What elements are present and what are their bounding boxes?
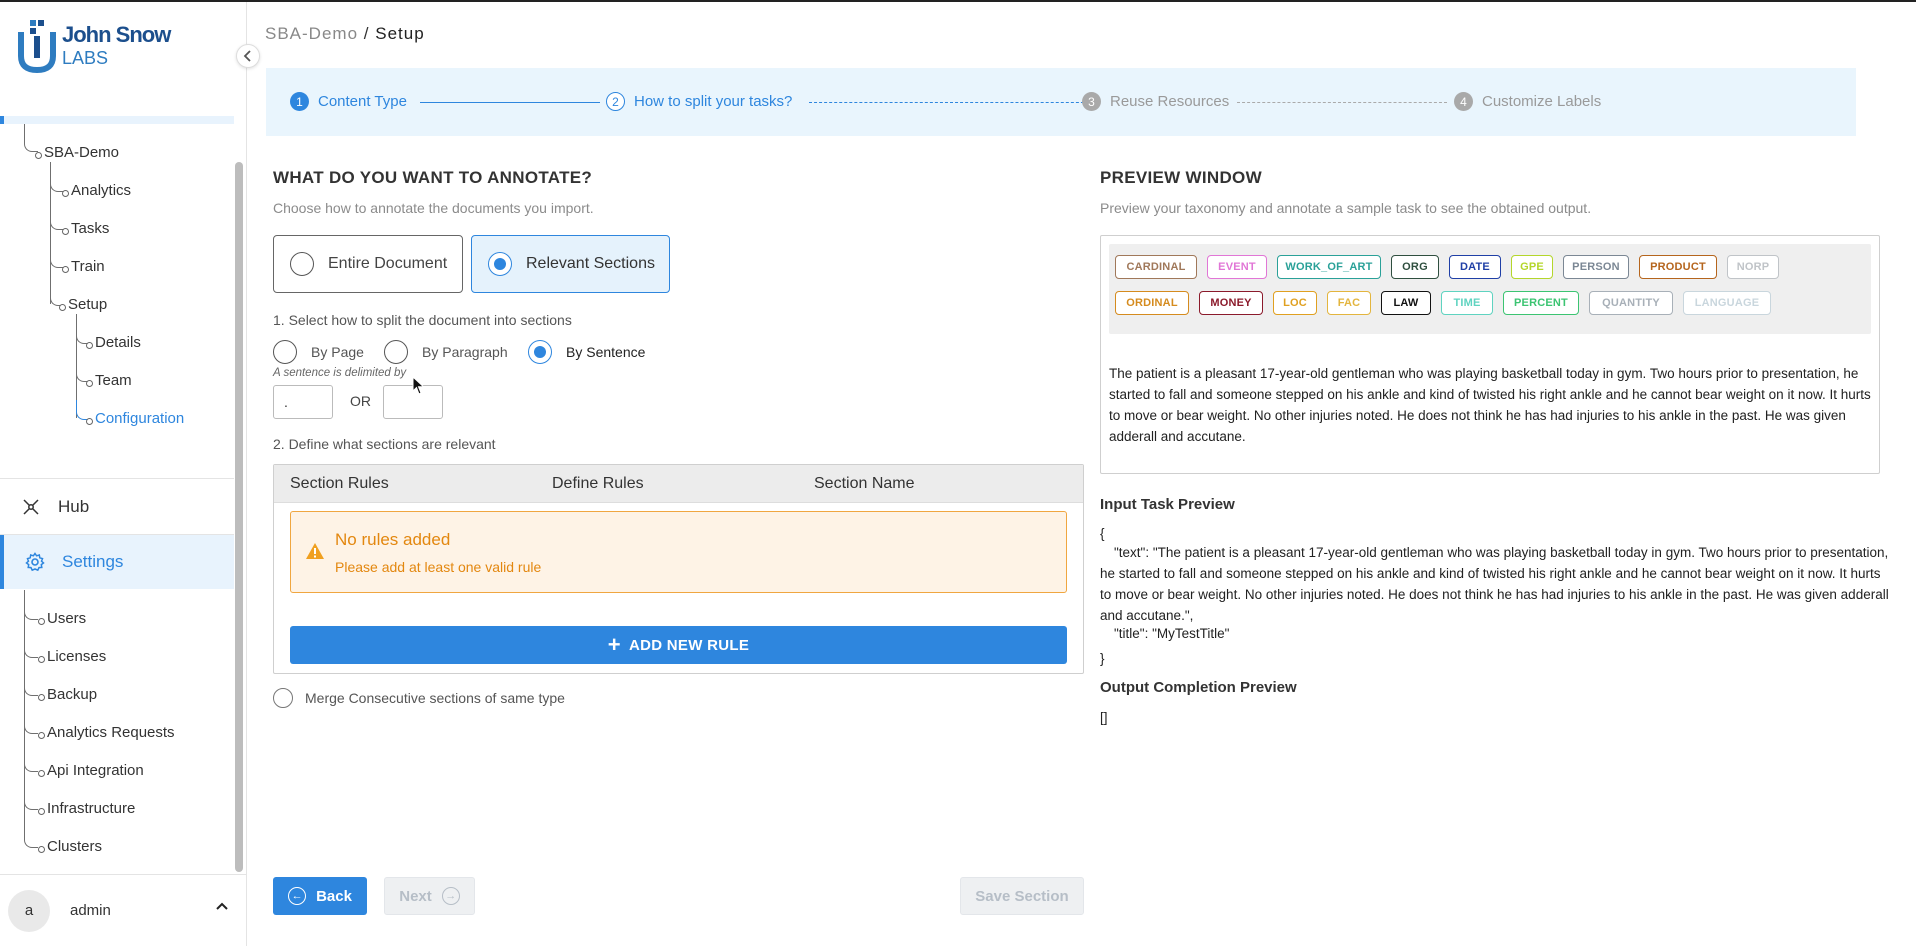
no-rules-warning [290,511,1067,593]
next-label: Next [399,887,432,905]
label-tag[interactable]: MONEY [1199,291,1263,315]
tree-elbow [24,132,38,152]
tree-elbow [24,600,38,620]
label-tag[interactable]: PRODUCT [1639,255,1717,279]
add-rule-label: ADD NEW RULE [628,636,750,654]
label-tag[interactable]: TIME [1441,291,1493,315]
label-tag[interactable]: QUANTITY [1589,291,1673,315]
chevron-up-icon[interactable] [215,901,229,911]
preview-window [1100,235,1880,474]
sidebar-item-backup[interactable]: Backup [47,686,98,703]
tree-elbow [24,790,38,810]
user-name: admin [70,902,111,919]
json-open-brace: { [1100,526,1105,541]
sidebar-item-users[interactable]: Users [47,610,87,627]
save-section-button[interactable] [960,877,1084,915]
preview-title: PREVIEW WINDOW [1100,168,1262,187]
john-snow-labs-logo-icon [18,18,56,74]
step-number: 1 [290,92,309,111]
step-number: 2 [606,92,625,111]
label-tag[interactable]: EVENT [1207,255,1267,279]
sidebar-item-details[interactable]: Details [95,334,141,351]
logo-title: John Snow [62,22,171,47]
hub-icon [20,498,42,516]
nav-settings[interactable] [0,535,234,589]
label-tag[interactable]: DATE [1449,255,1501,279]
arrow-right-icon: → [442,887,460,905]
radio-button[interactable] [488,252,512,276]
back-label: Back [316,887,352,905]
add-new-rule-button[interactable] [290,626,1067,664]
step-customize-labels[interactable] [1454,92,1601,111]
split-label: 1. Select how to split the document into sections [273,312,572,328]
relevant-sections-option[interactable] [471,235,670,293]
split-by-sentence[interactable] [528,340,645,364]
warning-icon [305,542,325,560]
sidebar-item-api-integration[interactable]: Api Integration [47,762,144,779]
label-tag[interactable]: LOC [1273,291,1317,315]
sidebar-scrollbar[interactable] [235,162,243,872]
project-nav-indicator [0,116,234,124]
divider [0,478,234,479]
column-header: Section Rules [290,475,389,492]
delimiter-input-1[interactable] [273,385,333,419]
tree-elbow [24,714,38,734]
json-title-field: "title": "MyTestTitle" [1114,626,1230,641]
label-tag[interactable]: FAC [1327,291,1371,315]
breadcrumb-page: Setup [375,24,425,43]
arrow-left-icon: ← [288,887,306,905]
option-label: By Sentence [566,344,646,360]
output-completion-preview-title: Output Completion Preview [1100,679,1297,696]
gear-icon [24,552,46,572]
warning-message: Please add at least one valid rule [335,559,542,575]
user-menu[interactable] [0,874,247,946]
json-close-brace: } [1100,651,1105,666]
nav-settings-label: Settings [62,552,124,571]
delimiter-note: A sentence is delimited by [273,367,407,379]
label-tag[interactable]: ORG [1391,255,1439,279]
plus-icon: + [607,632,621,657]
split-by-page[interactable] [273,340,364,364]
label-tag[interactable]: PERSON [1563,255,1629,279]
option-label: By Page [311,344,364,360]
sidebar-item-analytics[interactable]: Analytics [71,182,132,199]
step-number: 4 [1454,92,1473,111]
sidebar-item-team[interactable]: Team [95,372,132,389]
sidebar-item-setup[interactable]: Setup [68,296,108,313]
step-connector [420,102,600,103]
radio-button[interactable] [273,688,293,708]
sidebar-item-clusters[interactable]: Clusters [47,838,103,855]
step-label: Content Type [318,93,407,110]
annotate-subtitle: Choose how to annotate the documents you import. [273,200,594,216]
radio-button[interactable] [528,340,552,364]
label-tag[interactable]: GPE [1511,255,1553,279]
tree-elbow [76,362,90,382]
column-header: Define Rules [552,475,644,492]
option-label: Merge Consecutive sections of same type [305,690,565,706]
delimiter-or: OR [350,393,371,409]
radio-button[interactable] [384,340,408,364]
section-rules-table [273,464,1084,674]
label-tag[interactable]: CARDINAL [1115,255,1197,279]
mouse-cursor-icon [412,376,426,396]
logo[interactable] [18,18,188,74]
label-tag[interactable]: ORDINAL [1115,291,1189,315]
sidebar-item-configuration[interactable]: Configuration [95,410,185,427]
chevron-left-icon [243,50,253,62]
tree-item-project[interactable]: SBA-Demo [44,144,120,161]
breadcrumb-project[interactable]: SBA-Demo [265,24,359,43]
tree-elbow [50,210,64,230]
nav-hub-label: Hub [58,497,90,516]
option-label: By Paragraph [422,344,508,360]
step-label: How to split your tasks? [634,93,793,110]
column-header: Section Name [814,475,915,492]
tree-elbow [76,324,90,344]
wizard-stepper [266,68,1856,136]
entire-document-option[interactable] [273,235,463,293]
breadcrumb [265,24,425,44]
tree-elbow [24,752,38,772]
merge-consecutive-option[interactable] [273,688,565,708]
step-reuse-resources[interactable] [1082,92,1229,111]
label-tag[interactable]: LAW [1381,291,1431,315]
json-text-value: "text": "The patient is a pleasant 17-year-old gentleman who was playing basketball today in gym. Two hours prior to presentation, he started to fall and someone stepped on his ankle and kind of twisted his right ankle and he cannot bear weight on it now. It hurts to move or bear weight. No other injuries noted. He does not think he has had injuries to his ankle in the past. He was given adderall and accutane.", [1100,545,1889,623]
next-button[interactable] [384,877,475,915]
output-completion-value: [] [1100,710,1108,725]
step-connector [1237,102,1447,103]
tree-elbow [24,676,38,696]
breadcrumb-separator: / [363,24,370,43]
sections-label: 2. Define what sections are relevant [273,436,496,452]
logo-subtitle: LABS [62,48,109,68]
label-tag[interactable]: LANGUAGE [1683,291,1771,315]
sidebar-item-train[interactable]: Train [71,258,105,275]
sidebar-item-analytics-requests[interactable]: Analytics Requests [47,724,175,741]
json-text-field [1100,542,1890,626]
sidebar-item-licenses[interactable]: Licenses [47,648,107,665]
sidebar-item-tasks[interactable]: Tasks [71,220,110,237]
tree-elbow [24,638,38,658]
tree-elbow [50,248,64,268]
sample-task-text[interactable]: The patient is a pleasant 17-year-old gentleman who was playing basketball today in gym. Two hours prior to presentation, he started to fall and someone stepped on his ankle and kind of twisted his right ankle and he cannot bear weight on it now. It hurts to move or bear weight. No other injuries noted. He does not think he has had injuries to his ankle in the past. He was given adderall and accutane. [1109,366,1871,444]
input-task-preview-title: Input Task Preview [1100,496,1235,513]
tree-elbow [50,286,64,306]
sidebar-item-infrastructure[interactable]: Infrastructure [47,800,136,817]
option-label: Entire Document [328,255,448,272]
table-header [274,465,1083,503]
step-label: Customize Labels [1482,93,1602,110]
annotate-title: WHAT DO YOU WANT TO ANNOTATE? [273,168,593,187]
step-connector [809,102,1094,103]
tree-elbow [24,828,38,848]
label-tag[interactable]: NORP [1727,255,1779,279]
tree-elbow [76,400,90,420]
labels-area [1109,244,1871,334]
step-content-type[interactable] [290,92,407,111]
radio-button[interactable] [273,340,297,364]
option-label: Relevant Sections [526,255,655,272]
step-number: 3 [1082,92,1101,111]
avatar: a [8,890,50,932]
warning-title: No rules added [335,530,451,549]
nav-hub[interactable] [0,480,234,534]
preview-subtitle: Preview your taxonomy and annotate a sample task to see the obtained output. [1100,200,1592,216]
back-button[interactable] [273,877,367,915]
sidebar [0,2,247,946]
step-label: Reuse Resources [1110,93,1230,110]
collapse-sidebar-button[interactable] [236,44,260,68]
step-split-tasks[interactable] [606,92,792,111]
save-label: Save Section [975,887,1069,905]
tree-elbow [50,172,64,192]
label-tag[interactable]: WORK_OF_ART [1277,255,1381,279]
split-by-paragraph[interactable] [384,340,508,364]
radio-button[interactable] [290,252,314,276]
label-tag[interactable]: PERCENT [1503,291,1579,315]
